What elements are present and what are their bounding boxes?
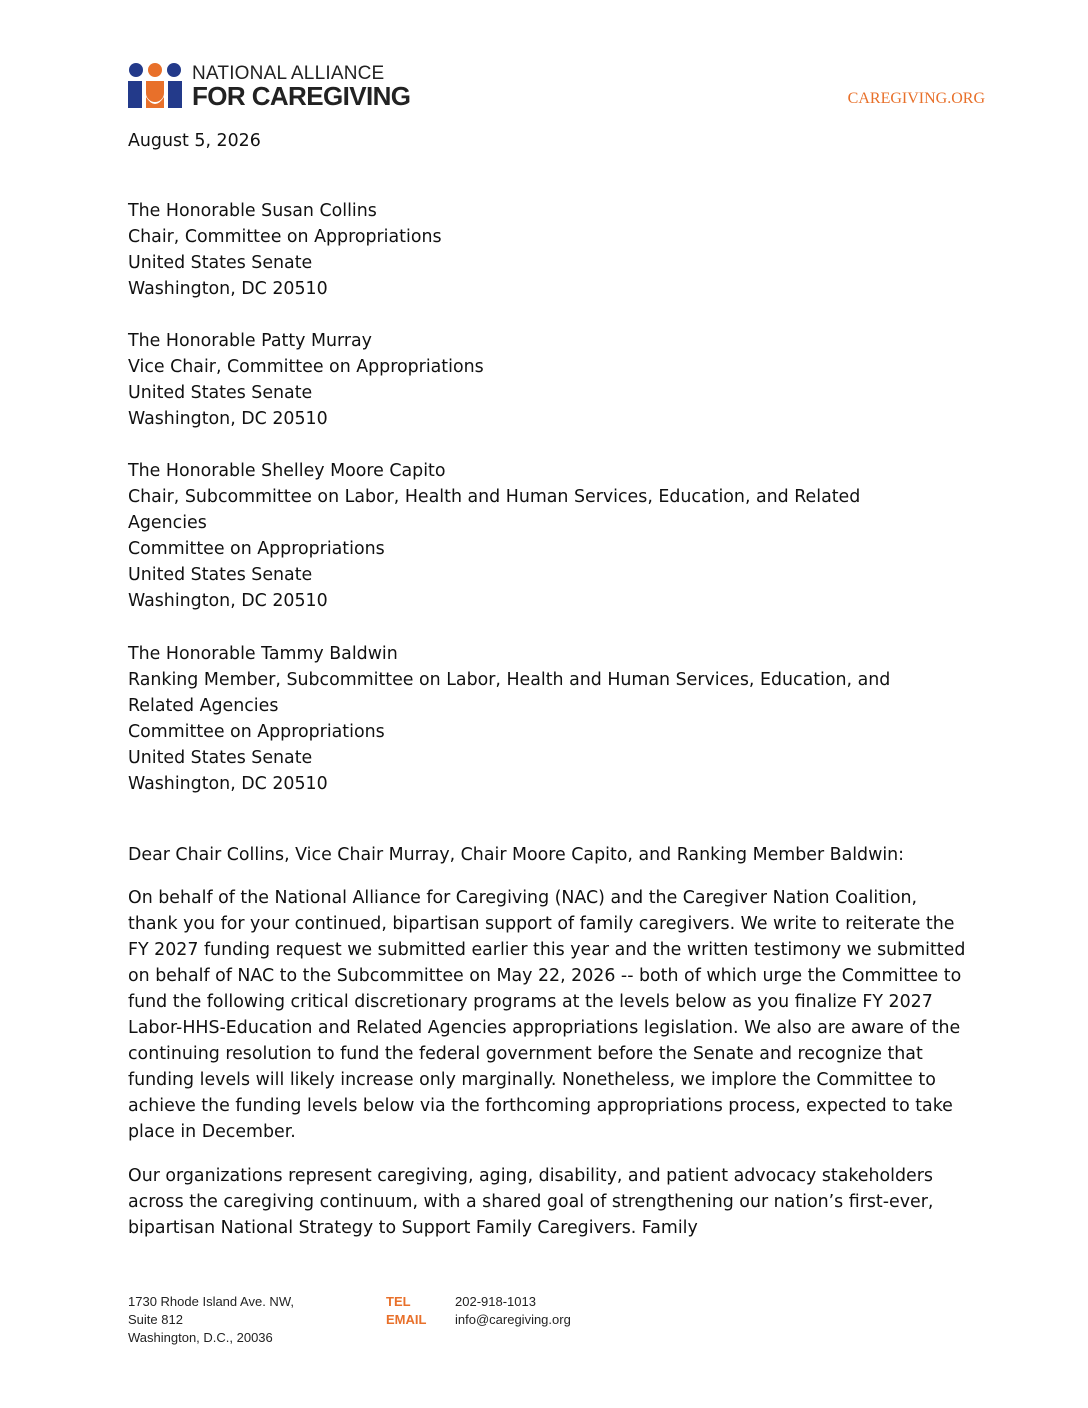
address-line: Committee on Appropriations <box>128 722 385 742</box>
body-paragraph: Our organizations represent caregiving, aging, disability, and patient advocacy stakeholders across the caregiving continuum, with a shared goal of strengthening our nation’s first-ever, bipartisan National Strategy to Support Family Caregivers. Family <box>128 1166 934 1238</box>
logo-text-line2: FOR CAREGIVING <box>192 81 411 111</box>
tel-label: TEL <box>386 1294 411 1309</box>
footer-contact-values <box>455 1293 571 1329</box>
footer-address-line: Washington, D.C., 20036 <box>128 1330 273 1345</box>
address-line: United States Senate <box>128 748 313 768</box>
recipient-address-block <box>128 458 968 614</box>
footer-address-line: 1730 Rhode Island Ave. NW, <box>128 1294 294 1309</box>
footer-address-line: Suite 812 <box>128 1312 183 1327</box>
address-line: Vice Chair, Committee on Appropriations <box>128 357 484 377</box>
address-line: United States Senate <box>128 565 313 585</box>
website-link[interactable]: CAREGIVING.ORG <box>847 90 985 107</box>
address-line: Washington, DC 20510 <box>128 591 328 611</box>
recipient-address-block <box>128 198 968 302</box>
address-line: Chair, Subcommittee on Labor, Health and Human Services, Education, and Related <box>128 487 861 507</box>
address-line: Washington, DC 20510 <box>128 409 328 429</box>
email-label: EMAIL <box>386 1312 427 1327</box>
letterhead-footer <box>0 1293 1088 1353</box>
letter-date: August 5, 2026 <box>128 131 261 151</box>
address-line: Committee on Appropriations <box>128 539 385 559</box>
logo-text-line1: NATIONAL ALLIANCE <box>192 63 385 84</box>
address-line: United States Senate <box>128 253 313 273</box>
footer-contact-labels <box>386 1293 426 1329</box>
address-line: Agencies <box>128 513 207 533</box>
organization-logo <box>127 62 437 110</box>
address-line: Washington, DC 20510 <box>128 279 328 299</box>
address-line: The Honorable Patty Murray <box>128 331 372 351</box>
footer-address <box>128 1293 294 1347</box>
tel-value[interactable]: 202-918-1013 <box>455 1294 536 1309</box>
body-paragraph: On behalf of the National Alliance for Caregiving (NAC) and the Caregiver Nation Coalition, thank you for your continued, bipartisan support of family caregivers. We write to reiterate the FY 2027 funding request we submitted earlier this year and the written testimony we submitted on behalf of NAC to the Subcommittee on May 22, 2026 -- both of which urge the Committee to fund the following critical discretionary programs at the levels below as you finalize FY 2027 Labor-HHS-Education and Related Agencies appropriations legislation. We also are aware of the continuing resolution to fund the federal government before the Senate and recognize that funding levels will likely increase only marginally. Nonetheless, we implore the Committee to achieve the funding levels below via the forthcoming appropriations process, expected to take place in December. <box>128 888 966 1142</box>
address-line: Washington, DC 20510 <box>128 774 328 794</box>
address-line: Related Agencies <box>128 696 279 716</box>
address-line: United States Senate <box>128 383 313 403</box>
address-line: Ranking Member, Subcommittee on Labor, Health and Human Services, Education, and <box>128 670 891 690</box>
email-value[interactable]: info@caregiving.org <box>455 1312 571 1327</box>
salutation: Dear Chair Collins, Vice Chair Murray, Chair Moore Capito, and Ranking Member Baldwin: <box>128 845 905 865</box>
people-icon <box>127 62 185 110</box>
address-line: Chair, Committee on Appropriations <box>128 227 442 247</box>
address-line: The Honorable Susan Collins <box>128 201 377 221</box>
address-line: The Honorable Shelley Moore Capito <box>128 461 446 481</box>
recipient-address-block <box>128 641 968 797</box>
address-line: The Honorable Tammy Baldwin <box>128 644 398 664</box>
recipient-address-block <box>128 328 968 432</box>
